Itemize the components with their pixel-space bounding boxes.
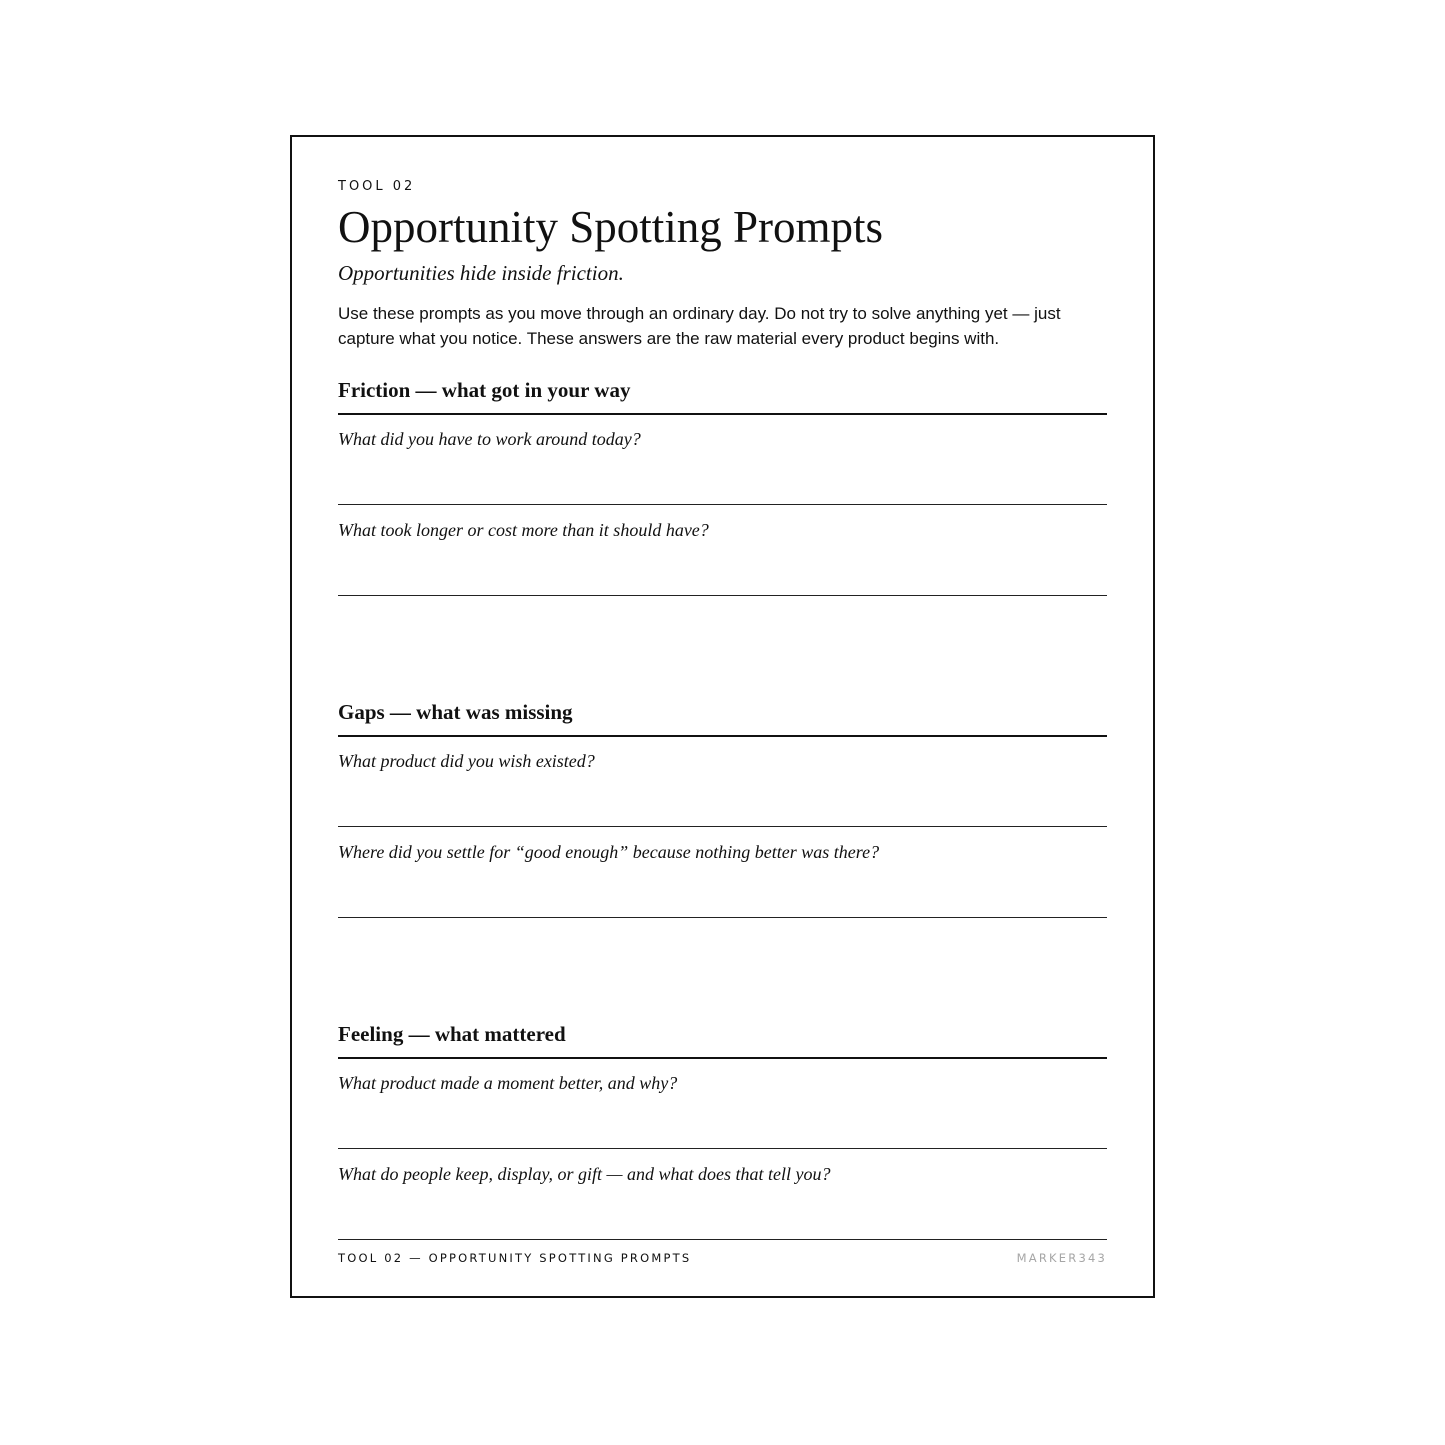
- footer-title: TOOL 02 — OPPORTUNITY SPOTTING PROMPTS: [338, 1251, 692, 1265]
- section-heading-gaps: Gaps — what was missing: [338, 697, 1107, 737]
- prompt-answer-line[interactable]: What do people keep, display, or gift — and what does that tell you?: [338, 1149, 1107, 1240]
- page-subtitle: Opportunities hide inside friction.: [338, 261, 624, 285]
- section-heading-friction: Friction — what got in your way: [338, 375, 1107, 415]
- prompt-answer-line[interactable]: What product made a moment better, and why?: [338, 1058, 1107, 1149]
- intro-paragraph: Use these prompts as you move through an ordinary day. Do not try to solve anything yet — just capture what you notice. These answers are the raw material every product begins with.: [338, 304, 1061, 348]
- prompt-answer-line[interactable]: What took longer or cost more than it should have?: [338, 505, 1107, 596]
- tool-label: TOOL 02: [338, 179, 416, 194]
- prompt-answer-line[interactable]: What product did you wish existed?: [338, 736, 1107, 827]
- footer-brand: MARKER343: [1016, 1251, 1107, 1265]
- section-heading-feeling: Feeling — what mattered: [338, 1019, 1107, 1059]
- page-title: Opportunity Spotting Prompts: [338, 202, 884, 252]
- prompt-answer-line[interactable]: What did you have to work around today?: [338, 414, 1107, 505]
- prompt-answer-line[interactable]: Where did you settle for “good enough” because nothing better was there?: [338, 827, 1107, 918]
- worksheet-page: [290, 135, 1155, 1298]
